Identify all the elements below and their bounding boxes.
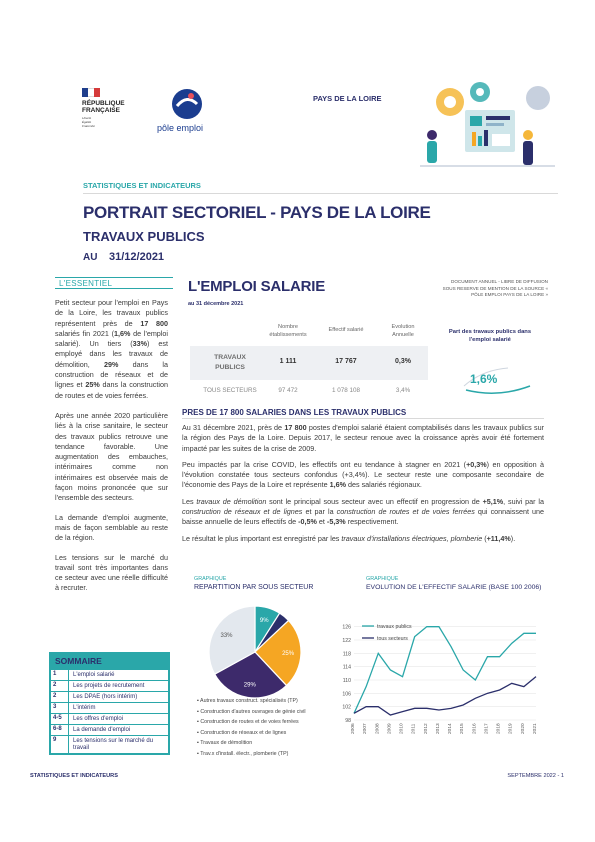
essentiel-heading: L'ESSENTIEL: [59, 279, 113, 288]
page-subtitle: TRAVAUX PUBLICS: [83, 229, 205, 244]
pole-emploi-icon: [169, 86, 205, 122]
sommaire-item-page: 3: [51, 703, 69, 713]
sommaire-item-label: La demande d'emploi: [73, 726, 131, 733]
article-heading: PRES DE 17 800 SALARIES DANS LES TRAVAUX PUBLICS: [182, 408, 407, 417]
pie-kicker: GRAPHIQUE: [194, 576, 227, 582]
pie-title: REPARTITION PAR SOUS SECTEUR: [194, 584, 314, 591]
sommaire-item[interactable]: [51, 692, 168, 702]
x-tick-label: 2013: [435, 723, 441, 734]
line-kicker: GRAPHIQUE: [366, 576, 399, 582]
sommaire-item[interactable]: [51, 725, 168, 735]
pie-slice-label: 33%: [220, 633, 233, 640]
x-tick-label: 2010: [399, 723, 405, 734]
x-tick-label: 2019: [508, 723, 514, 734]
header-divider: [83, 193, 558, 194]
pie-legend-item: ▪ Construction de réseaux et de lignes: [197, 729, 287, 736]
line-title: EVOLUTION DE L'EFFECTIF SALARIE (BASE 100 2006): [366, 584, 542, 591]
republique-francaise-logo: [82, 88, 142, 140]
sommaire-item-label: L'intérim: [73, 704, 96, 711]
kpi-row1-evolution: 0,3%: [395, 358, 411, 365]
diffusion-notice: DOCUMENT ANNUEL - LIBRE DE DIFFUSION SOUS RESERVE DE MENTION DE LA SOURCE « PÔLE EMPLOI PAYS DE LA LOIRE »: [442, 279, 548, 298]
part-label: Part des travaux publics dans l'emploi salarié: [448, 329, 532, 343]
x-tick-label: 2007: [363, 723, 369, 734]
sommaire-item-page: 6-8: [51, 725, 69, 735]
kpi-row1-establishments: 1 111: [279, 358, 297, 365]
essentiel-paragraph-1: Petit secteur pour l'emploi en Pays de la Loire, les travaux publics représentent près de 17 800 salariés fin 2021 (1,6% de l'emploi salarié). Un tiers (33%) est employé dans les travaux de démolition, 29% dans la construction de réseaux et de lignes et 25% dans la construction de routes et de voies ferrées.: [55, 298, 169, 400]
republique-motto: Liberté Égalité Fraternité: [82, 116, 95, 128]
sommaire-list: [51, 670, 168, 754]
header-illustration: [410, 80, 560, 180]
kpi-row2-workforce: 1 078 108: [331, 387, 360, 394]
y-tick-label: 102: [342, 704, 351, 711]
y-tick-label: 110: [342, 678, 351, 684]
section-label: STATISTIQUES ET INDICATEURS: [83, 181, 201, 190]
essentiel-paragraph-2: Après une année 2020 particulière liés à la crise sanitaire, le secteur des travaux publics retrouve une tendance favorable. Une augmentation des embauches, intérimaires comme non intérimaires est observée mais de façon moins prononcée que sur l'ensemble des secteurs.: [55, 410, 168, 503]
x-tick-label: 2012: [423, 723, 429, 734]
sommaire-item-label: Les tensions sur le marché du travail: [73, 737, 154, 751]
y-tick-label: 106: [342, 691, 351, 698]
kpi-row2-evolution: 3,4%: [395, 387, 411, 394]
pole-emploi-wordmark: pôle emploi: [157, 123, 204, 133]
article-paragraph-2: Peu impactés par la crise COVID, les effectifs ont eu tendance à stagner en 2021 (+0,3%) en opposition à l'évolution constatée tous secteurs confondus (+3,4%). Le secteur reste une composante secondaire de l'économie des Pays de la Loire et représente 1,6% des salariés régionaux.: [182, 459, 544, 490]
footer-right: SEPTEMBRE 2022 - 1: [507, 773, 564, 779]
y-tick-label: 122: [342, 638, 351, 644]
x-tick-label: 2011: [411, 723, 417, 734]
date-value: 31/12/2021: [109, 251, 165, 263]
emploi-date: au 31 décembre 2021: [188, 301, 244, 307]
pie-legend-item: ▪ Trav.x d'install. électr., plomberie (TP): [197, 750, 289, 757]
pie-legend-item: ▪ Construction de routes et de voies ferrées: [197, 719, 299, 725]
essentiel-paragraph-3: La demande d'emploi augmente, mais de façon semblable au reste de la région.: [55, 512, 168, 543]
page-title: PORTRAIT SECTORIEL - PAYS DE LA LOIRE: [83, 203, 431, 222]
pie-legend-item: ▪ Construction d'autres ouvrages de génie civil: [197, 708, 306, 715]
article-text: [182, 423, 544, 544]
sommaire-item-label: Les DPAE (hors intérim): [73, 693, 138, 700]
sommaire-item-page: 2: [51, 692, 69, 702]
emploi-heading: L'EMPLOI SALARIE: [188, 278, 326, 295]
y-tick-label: 98: [345, 718, 351, 724]
pie-legend-item: ▪ Autres travaux construct. spécialisés (TP): [197, 698, 298, 704]
sommaire-item[interactable]: [51, 714, 168, 724]
kpi-row1-label: TRAVAUX PUBLICS: [214, 354, 246, 371]
kpi-col1-header: Nombre établissements: [269, 324, 307, 338]
x-tick-label: 2021: [533, 723, 538, 734]
x-tick-label: 2014: [448, 723, 454, 734]
marianne-icon: [82, 88, 100, 97]
pie-slice-label: 9%: [259, 618, 269, 625]
sommaire-box: [49, 652, 170, 755]
pie-legend: [197, 696, 337, 759]
essentiel-text: [55, 298, 168, 594]
part-value: 1,6%: [470, 372, 498, 386]
x-tick-label: 2016: [472, 723, 478, 734]
pie-slice-label: 25%: [282, 651, 295, 658]
sommaire-item-label: L'emploi salarié: [73, 671, 115, 678]
y-tick-label: 118: [342, 651, 351, 658]
footer-left: STATISTIQUES ET INDICATEURS: [30, 773, 118, 779]
legend-label: tous secteurs: [377, 636, 408, 642]
kpi-col3-header: Evolution Annuelle: [391, 324, 415, 338]
article-divider: [182, 418, 544, 419]
pie-chart: [200, 597, 310, 707]
sommaire-item-page: 2: [51, 681, 69, 691]
article-paragraph-1: Au 31 décembre 2021, près de 17 800 postes d'emploi salarié étaient comptabilisés dans les travaux publics sur la région des Pays de la Loire. Depuis 2017, le secteur renoue avec la croissance après avoir été fortement impacté par les suites de la crise de 2009.: [182, 423, 544, 453]
legend-label: travaux publics: [377, 624, 412, 630]
kpi-row2-label: TOUS SECTEURS: [203, 387, 257, 394]
kpi-row2-establishments: 97 472: [278, 387, 298, 394]
sommaire-item[interactable]: [51, 670, 168, 680]
sommaire-item[interactable]: [51, 681, 168, 691]
article-paragraph-3: Les travaux de démolition sont le principal sous secteur avec un effectif en progression de +5,1%, suivi par la construction de réseaux et de lignes et par la construction de routes et de voies ferrées qui connaissent une baisse annuelle de leurs effectifs de -0,5% et -5,3% respectivement.: [182, 496, 545, 527]
region-label: PAYS DE LA LOIRE: [313, 94, 382, 103]
pie-legend-item: ▪ Travaux de démolition: [197, 740, 253, 746]
essentiel-heading-bar: [55, 277, 173, 289]
essentiel-paragraph-4: Les tensions sur le marché du travail sont très importantes dans ce secteur avec une réelle difficulté à recruter.: [55, 552, 168, 593]
sommaire-item[interactable]: [51, 703, 168, 713]
x-tick-label: 2017: [484, 723, 490, 734]
x-tick-label: 2018: [496, 723, 502, 734]
line-chart: [320, 612, 545, 762]
pole-emploi-logo: [145, 86, 225, 142]
article-paragraph-4: Le résultat le plus important est enregistré par les travaux d'installations électriques, plomberie (+11,4%).: [182, 533, 516, 543]
sommaire-item-label: Les offres d'emploi: [73, 715, 124, 722]
x-tick-label: 2008: [375, 723, 381, 734]
date-au: AU: [83, 252, 98, 263]
gear-icon: [526, 86, 550, 110]
kpi-row-travaux-publics: [190, 346, 428, 380]
republique-line1: RÉPUBLIQUE: [82, 100, 125, 107]
y-tick-label: 126: [342, 624, 351, 631]
x-tick-label: 2009: [387, 723, 393, 734]
kpi-row-tous-secteurs: [190, 383, 428, 399]
kpi-col2-header: Effectif salarié: [328, 327, 364, 333]
sommaire-item-page: 1: [51, 670, 69, 680]
republique-line2: FRANÇAISE: [82, 107, 120, 114]
sommaire-item-page: 9: [51, 736, 69, 753]
person-icon: [523, 130, 533, 140]
x-tick-label: 2015: [460, 723, 466, 734]
y-tick-label: 114: [342, 664, 351, 671]
sommaire-item[interactable]: [51, 736, 168, 753]
pie-slice-label: 29%: [243, 682, 256, 689]
sommaire-item-page: 4-5: [51, 714, 69, 724]
x-tick-label: 2020: [520, 723, 526, 734]
series-line: [354, 677, 536, 715]
sommaire-heading: SOMMAIRE: [55, 656, 102, 666]
kpi-row1-workforce: 17 767: [335, 358, 357, 365]
x-tick-label: 2006: [351, 723, 356, 734]
sommaire-item-label: Les projets de recrutement: [73, 682, 145, 689]
person-icon: [427, 130, 437, 140]
